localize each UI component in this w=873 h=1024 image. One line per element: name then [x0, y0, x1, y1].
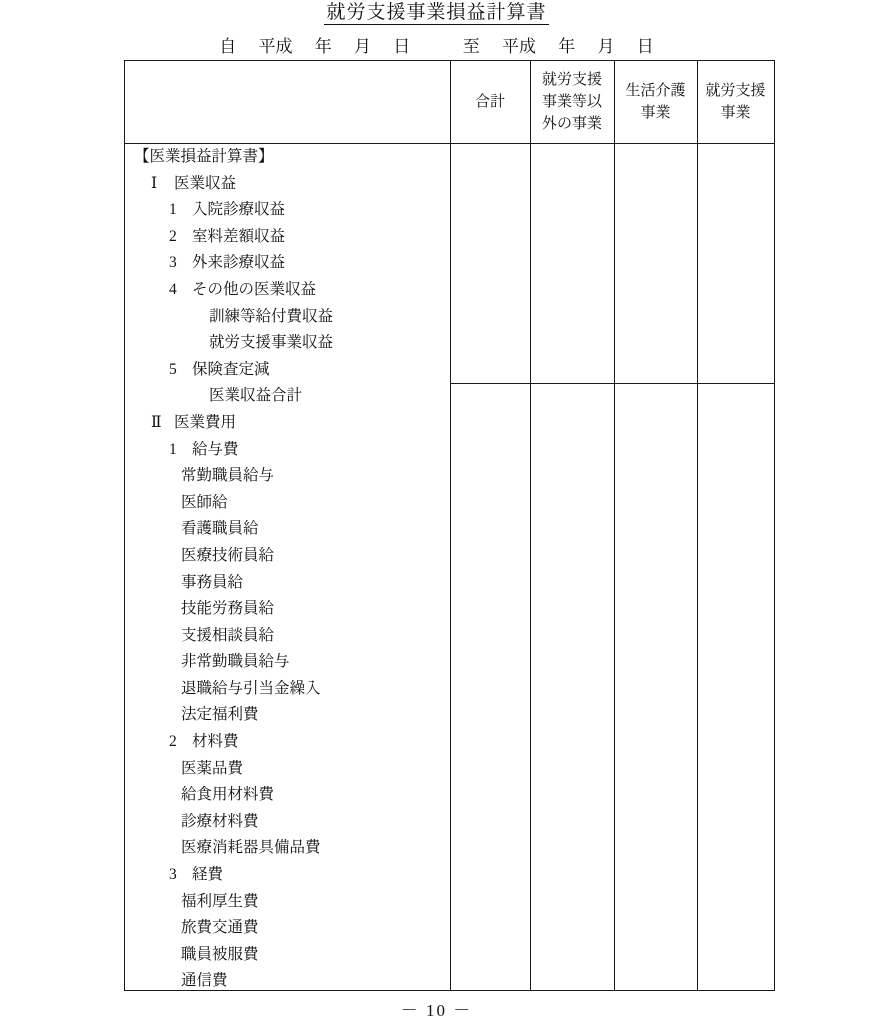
column-header-life-care	[614, 61, 697, 143]
table-row	[125, 197, 450, 224]
table-row	[125, 862, 450, 889]
work-support-line-1: 就労支援	[705, 83, 766, 99]
column-header-work-support-text	[705, 80, 765, 124]
table-row	[125, 968, 450, 995]
accounting-period-line	[0, 35, 873, 59]
column-header-life-care-text	[625, 80, 685, 124]
row-label: 退職給与引当金繰入	[181, 679, 321, 697]
row-label: 事務員給	[181, 573, 244, 591]
row-label: 医業費用	[174, 413, 237, 431]
table-row	[125, 490, 450, 517]
row-label: 経費	[192, 866, 224, 884]
row-label: 医業収益	[174, 174, 237, 192]
table-row	[125, 277, 450, 304]
period-from-label: 自	[219, 37, 237, 56]
table-row	[125, 835, 450, 862]
revenue-subtotal-rule	[450, 383, 774, 384]
life-care-line-1: 生活介護	[625, 83, 686, 99]
row-label: 医師給	[181, 493, 228, 511]
table-row	[125, 729, 450, 756]
page-title-text: 就労支援事業損益計算書	[326, 2, 547, 23]
row-label: 通信費	[181, 972, 228, 990]
period-to-era: 平成	[502, 37, 536, 56]
row-number: 4	[169, 280, 177, 298]
row-number: 2	[169, 733, 177, 751]
column-divider-1	[450, 61, 451, 990]
period-to-month: 月	[597, 37, 615, 56]
column-divider-4	[697, 61, 698, 990]
table-row	[125, 809, 450, 836]
table-row	[125, 410, 450, 437]
page-title	[0, 0, 873, 26]
row-number: 1	[169, 440, 177, 458]
period-from-year: 年	[314, 37, 332, 56]
table-row	[125, 144, 450, 171]
table-row	[125, 676, 450, 703]
row-label: 法定福利費	[181, 706, 259, 724]
table-row	[125, 596, 450, 623]
table-row	[125, 437, 450, 464]
row-label: 室料差額収益	[192, 227, 286, 245]
row-label: 給食用材料費	[181, 786, 275, 804]
table-row	[125, 649, 450, 676]
other-business-line-2: 事業等以	[541, 94, 602, 110]
table-row	[125, 383, 450, 410]
row-number: 3	[169, 866, 177, 884]
row-label: 診療材料費	[181, 812, 259, 830]
table-row	[125, 570, 450, 597]
life-care-line-2: 事業	[640, 105, 671, 121]
row-label: 就労支援事業収益	[209, 334, 334, 352]
table-row	[125, 915, 450, 942]
period-from-day: 日	[393, 37, 411, 56]
column-header-total-text: 合計	[474, 94, 505, 110]
row-label: 技能労務員給	[181, 600, 275, 618]
column-divider-2	[530, 61, 531, 990]
period-to	[454, 35, 663, 59]
period-from	[210, 35, 419, 59]
period-to-year: 年	[558, 37, 576, 56]
table-row	[125, 171, 450, 198]
period-to-day: 日	[636, 37, 654, 56]
row-number: Ⅰ	[151, 174, 158, 192]
table-row	[125, 782, 450, 809]
table-row	[125, 756, 450, 783]
table-row	[125, 516, 450, 543]
row-label: 外来診療収益	[192, 254, 286, 272]
row-label: 福利厚生費	[181, 892, 259, 910]
row-label: 訓練等給付費収益	[209, 307, 334, 325]
row-number: 5	[169, 360, 177, 378]
row-number: 2	[169, 227, 177, 245]
table-row	[125, 304, 450, 331]
row-number: 3	[169, 254, 177, 272]
table-row	[125, 250, 450, 277]
other-business-line-1: 就労支援	[541, 72, 602, 88]
row-label: その他の医業収益	[192, 280, 317, 298]
table-row	[125, 702, 450, 729]
column-divider-3	[614, 61, 615, 990]
row-number: 1	[169, 201, 177, 219]
row-label: 医薬品費	[181, 759, 244, 777]
column-header-total	[450, 61, 530, 143]
table-row	[125, 224, 450, 251]
row-label: 医療技術員給	[181, 546, 275, 564]
table-row	[125, 623, 450, 650]
period-to-label: 至	[462, 37, 480, 56]
row-label: 医療消耗器具備品費	[181, 839, 321, 857]
row-label: 職員被服費	[181, 945, 259, 963]
table-row	[125, 463, 450, 490]
table-row	[125, 357, 450, 384]
row-label: 入院診療収益	[192, 201, 286, 219]
column-header-other-business	[530, 61, 614, 143]
work-support-line-2: 事業	[720, 105, 751, 121]
other-business-line-3: 外の事業	[541, 116, 602, 132]
table-body-rows	[125, 144, 450, 995]
row-label: 【医業損益計算書】	[134, 148, 274, 165]
row-label: 常勤職員給与	[181, 467, 275, 485]
row-label: 材料費	[192, 733, 239, 751]
row-label: 医業収益合計	[209, 387, 303, 405]
period-from-era: 平成	[258, 37, 293, 56]
row-label: 看護職員給	[181, 520, 259, 538]
row-label: 旅費交通費	[181, 919, 259, 937]
table-row	[125, 543, 450, 570]
page-number-footer: － 10 －	[400, 1001, 473, 1020]
table-header-row	[125, 61, 774, 143]
row-label: 給与費	[192, 440, 239, 458]
table-row	[125, 942, 450, 969]
row-label: 支援相談員給	[181, 626, 275, 644]
column-header-other-business-text	[542, 69, 602, 135]
period-from-month: 月	[354, 37, 371, 56]
table-row	[125, 330, 450, 357]
column-header-work-support	[697, 61, 774, 143]
table-row	[125, 889, 450, 916]
row-label: 非常勤職員給与	[181, 653, 290, 671]
row-label: 保険査定減	[192, 360, 270, 378]
row-number: Ⅱ	[151, 413, 162, 431]
profit-loss-table	[124, 60, 775, 991]
